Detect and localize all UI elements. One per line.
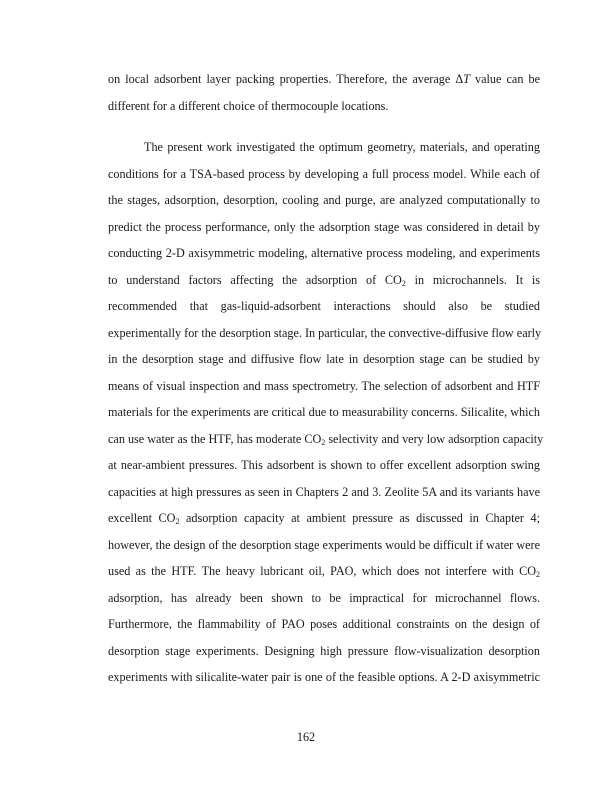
text-line: capacities at high pressures as seen in Chapters 2 and 3. Zeolite 5A and its variants have xyxy=(108,484,540,499)
page-number: 162 xyxy=(296,730,316,744)
text-line: used as the HTF. The heavy lubricant oil, PAO, which does not interfere with $CO_2$ xyxy=(108,564,540,579)
text-line: materials for the experiments are critical due to measurability concerns. Silicalite, which xyxy=(108,405,540,419)
text-line: however, the design of the desorption stage experiments would be difficult if water were xyxy=(108,537,540,552)
text-line: Furthermore, the flammability of PAO poses additional constraints on the design of xyxy=(108,617,540,631)
text-line: in the desorption stage and diffusive flow late in desorption stage can be studied by xyxy=(108,352,540,366)
text-line: excellent $CO_2$ adsorption capacity at ambient pressure as discussed in Chapter 4; xyxy=(108,511,540,526)
text-line: to understand factors affecting the adsorption of $CO_2$ in microchannels. It is xyxy=(108,272,540,288)
text-run: on local adsorbent layer packing properties. Therefore, the average ΔT value can be xyxy=(108,72,540,86)
text-line: the stages, adsorption, desorption, cooling and purge, are analyzed computationally to xyxy=(108,193,540,207)
text-line: adsorption, has already been shown to be impractical for microchannel flows. xyxy=(108,590,540,605)
text-line xyxy=(108,72,540,86)
text-line: predict the process performance, only the adsorption stage was considered in detail by xyxy=(108,219,540,234)
text-line: The present work investigated the optimum geometry, materials, and operating xyxy=(144,140,540,154)
text-line: can use water as the HTF, has moderate $CO_2$ selectivity and very low adsorption capacity xyxy=(108,431,544,447)
text-line: means of visual inspection and mass spectrometry. The selection of adsorbent and HTF xyxy=(108,378,540,393)
text-line: recommended that gas-liquid-adsorbent interactions should also be studied xyxy=(108,299,540,313)
text-line: different for a different choice of thermocouple locations. xyxy=(108,99,389,113)
text-line: conducting 2-D axisymmetric modeling, alternative process modeling, and experiments xyxy=(108,246,540,260)
text-line: experimentally for the desorption stage. In particular, the convective-diffusive flow early xyxy=(108,325,542,340)
text-line: desorption stage experiments. Designing high pressure flow-visualization desorption xyxy=(108,643,540,658)
text-line: experiments with silicalite-water pair is one of the feasible options. A 2-D axisymmetric xyxy=(108,670,540,684)
text-line: conditions for a TSA-based process by developing a full process model. While each of xyxy=(108,166,540,181)
text-line: at near-ambient pressures. This adsorbent is shown to offer excellent adsorption swing xyxy=(108,458,540,472)
